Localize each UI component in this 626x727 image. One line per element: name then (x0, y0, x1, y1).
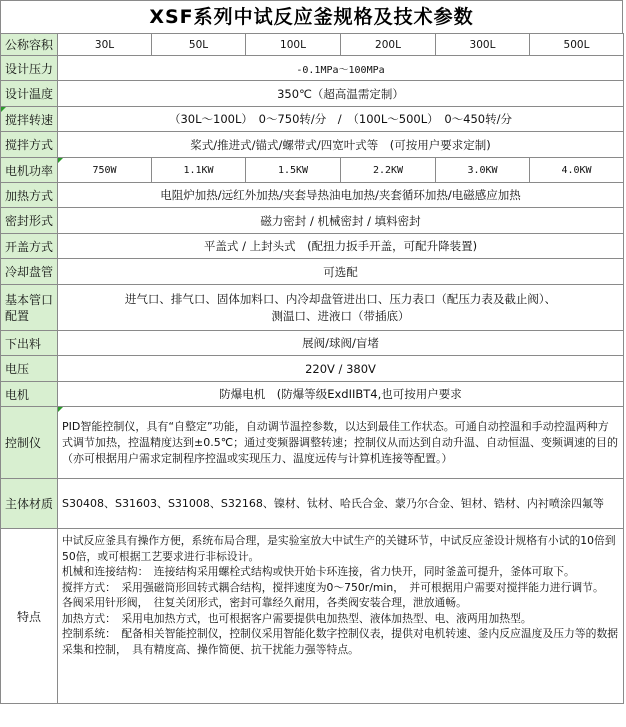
power-500l: 4.0KW (530, 158, 624, 183)
value-temperature: 350℃（超高温需定制） (58, 81, 624, 107)
row-speed (1, 107, 624, 132)
feature-paragraph: 中试反应釜具有操作方便，系统布局合理，是实验室放大中试生产的关键环节，中试反应釜设计规格有小试的10倍到50倍，或可根据工艺要求进行非标设计。 (62, 534, 616, 563)
label-discharge: 下出料 (1, 331, 58, 356)
row-controller (1, 407, 624, 479)
value-motor: 防爆电机 (防爆等级ExdIIBT4,也可按用户要求 (58, 382, 624, 407)
row-temperature (1, 81, 624, 107)
volume-50l: 50L (152, 34, 246, 56)
row-motor (1, 382, 624, 407)
volume-30l: 30L (58, 34, 152, 56)
sheet-title: XSF系列中试反应釜规格及技术参数 (0, 0, 623, 33)
value-stir-mode: 桨式/推进式/锚式/螺带式/四宽叶式等 (可按用户要求定制) (58, 132, 624, 158)
volume-300l: 300L (436, 34, 530, 56)
row-pressure (1, 56, 624, 81)
power-50l: 1.1KW (152, 158, 246, 183)
row-stir-mode (1, 132, 624, 158)
value-features (58, 529, 624, 704)
row-cooling (1, 259, 624, 285)
volume-100l: 100L (246, 34, 341, 56)
label-motor: 电机 (1, 382, 58, 407)
value-discharge: 展阀/球阀/盲堵 (58, 331, 624, 356)
volume-500l: 500L (530, 34, 624, 56)
label-pressure: 设计压力 (1, 56, 58, 81)
row-ports (1, 285, 624, 331)
label-ports (1, 285, 58, 331)
value-material: S30408、S31603、S31008、S32168、镍材、钛材、哈氏合金、蒙乃尔合金、钽材、锆材、内衬喷涂四氟等 (58, 479, 624, 529)
value-pressure: -0.1MPa～100MPa (58, 56, 624, 81)
label-material: 主体材质 (1, 479, 58, 529)
feature-paragraph: 加热方式： 采用电加热方式，也可根据客户需要提供电加热型、液体加热型、电、液两用加热型。 (62, 611, 532, 625)
row-cover (1, 234, 624, 259)
feature-paragraph: 机械和连接结构： 连接结构采用螺栓式结构或快开始卡环连接，省力快开，同时釜盖可提升，釜体可取下。 (62, 565, 575, 578)
label-stir-mode: 搅拌方式 (1, 132, 58, 158)
value-voltage: 220V / 380V (58, 356, 624, 382)
feature-paragraph: 搅拌方式： 采用强磁筒形回转式耦合结构，搅拌速度为0～750r/min， 并可根据用户需要对搅拌能力进行调节。 (62, 580, 604, 594)
feature-paragraph: 控制系统： 配备相关智能控制仪，控制仪采用智能化数字控制仪表，提供对电机转速、釜内反应温度及压力等的数据采集和控制， 具有精度高、操作简便、抗干扰能力强等特点。 (62, 627, 619, 656)
label-ports-line2: 配置 (5, 308, 30, 323)
row-volume (1, 34, 624, 56)
label-controller: 控制仪 (1, 407, 58, 479)
value-ports-line2: 测温口、进液口（带插底） (271, 308, 410, 323)
value-seal: 磁力密封 / 机械密封 / 填料密封 (58, 208, 624, 234)
label-ports-line1: 基本管口 (5, 292, 54, 307)
power-300l: 3.0KW (436, 158, 530, 183)
label-features: 特点 (1, 529, 58, 704)
value-speed: （30L～100L） 0～750转/分 / （100L～500L） 0～450转/分 (58, 107, 624, 132)
power-30l: 750W (58, 158, 152, 183)
spec-table (0, 33, 624, 704)
volume-200l: 200L (341, 34, 436, 56)
row-heating (1, 183, 624, 208)
value-ports (58, 285, 624, 331)
label-cover: 开盖方式 (1, 234, 58, 259)
row-features (1, 529, 624, 704)
label-power: 电机功率 (1, 158, 58, 183)
value-controller: PID智能控制仪，具有“自整定”功能，自动调节温控参数，以达到最佳工作状态。可通自动控温和手动控温两种方式调节加热，控温精度达到±0.5℃；通过变频器调整转速；控制仪从而达到自动升温、自动恒温、变频调速的目的（亦可根据用户需求定制程序控温或实现压力、温度远传与计算机连接等配置。） (58, 407, 624, 479)
value-ports-line1: 进气口、排气口、固体加料口、内冷却盘管进出口、压力表口（配压力表及截止阀）、 (124, 291, 557, 306)
power-100l: 1.5KW (246, 158, 341, 183)
label-speed: 搅拌转速 (1, 107, 58, 132)
feature-paragraph: 各阀采用针形阀， 往复关闭形式，密封可靠经久耐用，各类阀安装合理，泄放通畅。 (62, 596, 467, 609)
value-cover: 平盖式 / 上封头式 (配扭力扳手开盖，可配升降装置) (58, 234, 624, 259)
row-discharge (1, 331, 624, 356)
row-material (1, 479, 624, 529)
row-seal (1, 208, 624, 234)
row-voltage (1, 356, 624, 382)
label-volume: 公称容积 (1, 34, 58, 56)
label-temperature: 设计温度 (1, 81, 58, 107)
value-cooling: 可选配 (58, 259, 624, 285)
power-200l: 2.2KW (341, 158, 436, 183)
label-voltage: 电压 (1, 356, 58, 382)
row-power (1, 158, 624, 183)
value-heating: 电阻炉加热/远红外加热/夹套导热油电加热/夹套循环加热/电磁感应加热 (58, 183, 624, 208)
label-cooling: 冷却盘管 (1, 259, 58, 285)
label-heating: 加热方式 (1, 183, 58, 208)
label-seal: 密封形式 (1, 208, 58, 234)
